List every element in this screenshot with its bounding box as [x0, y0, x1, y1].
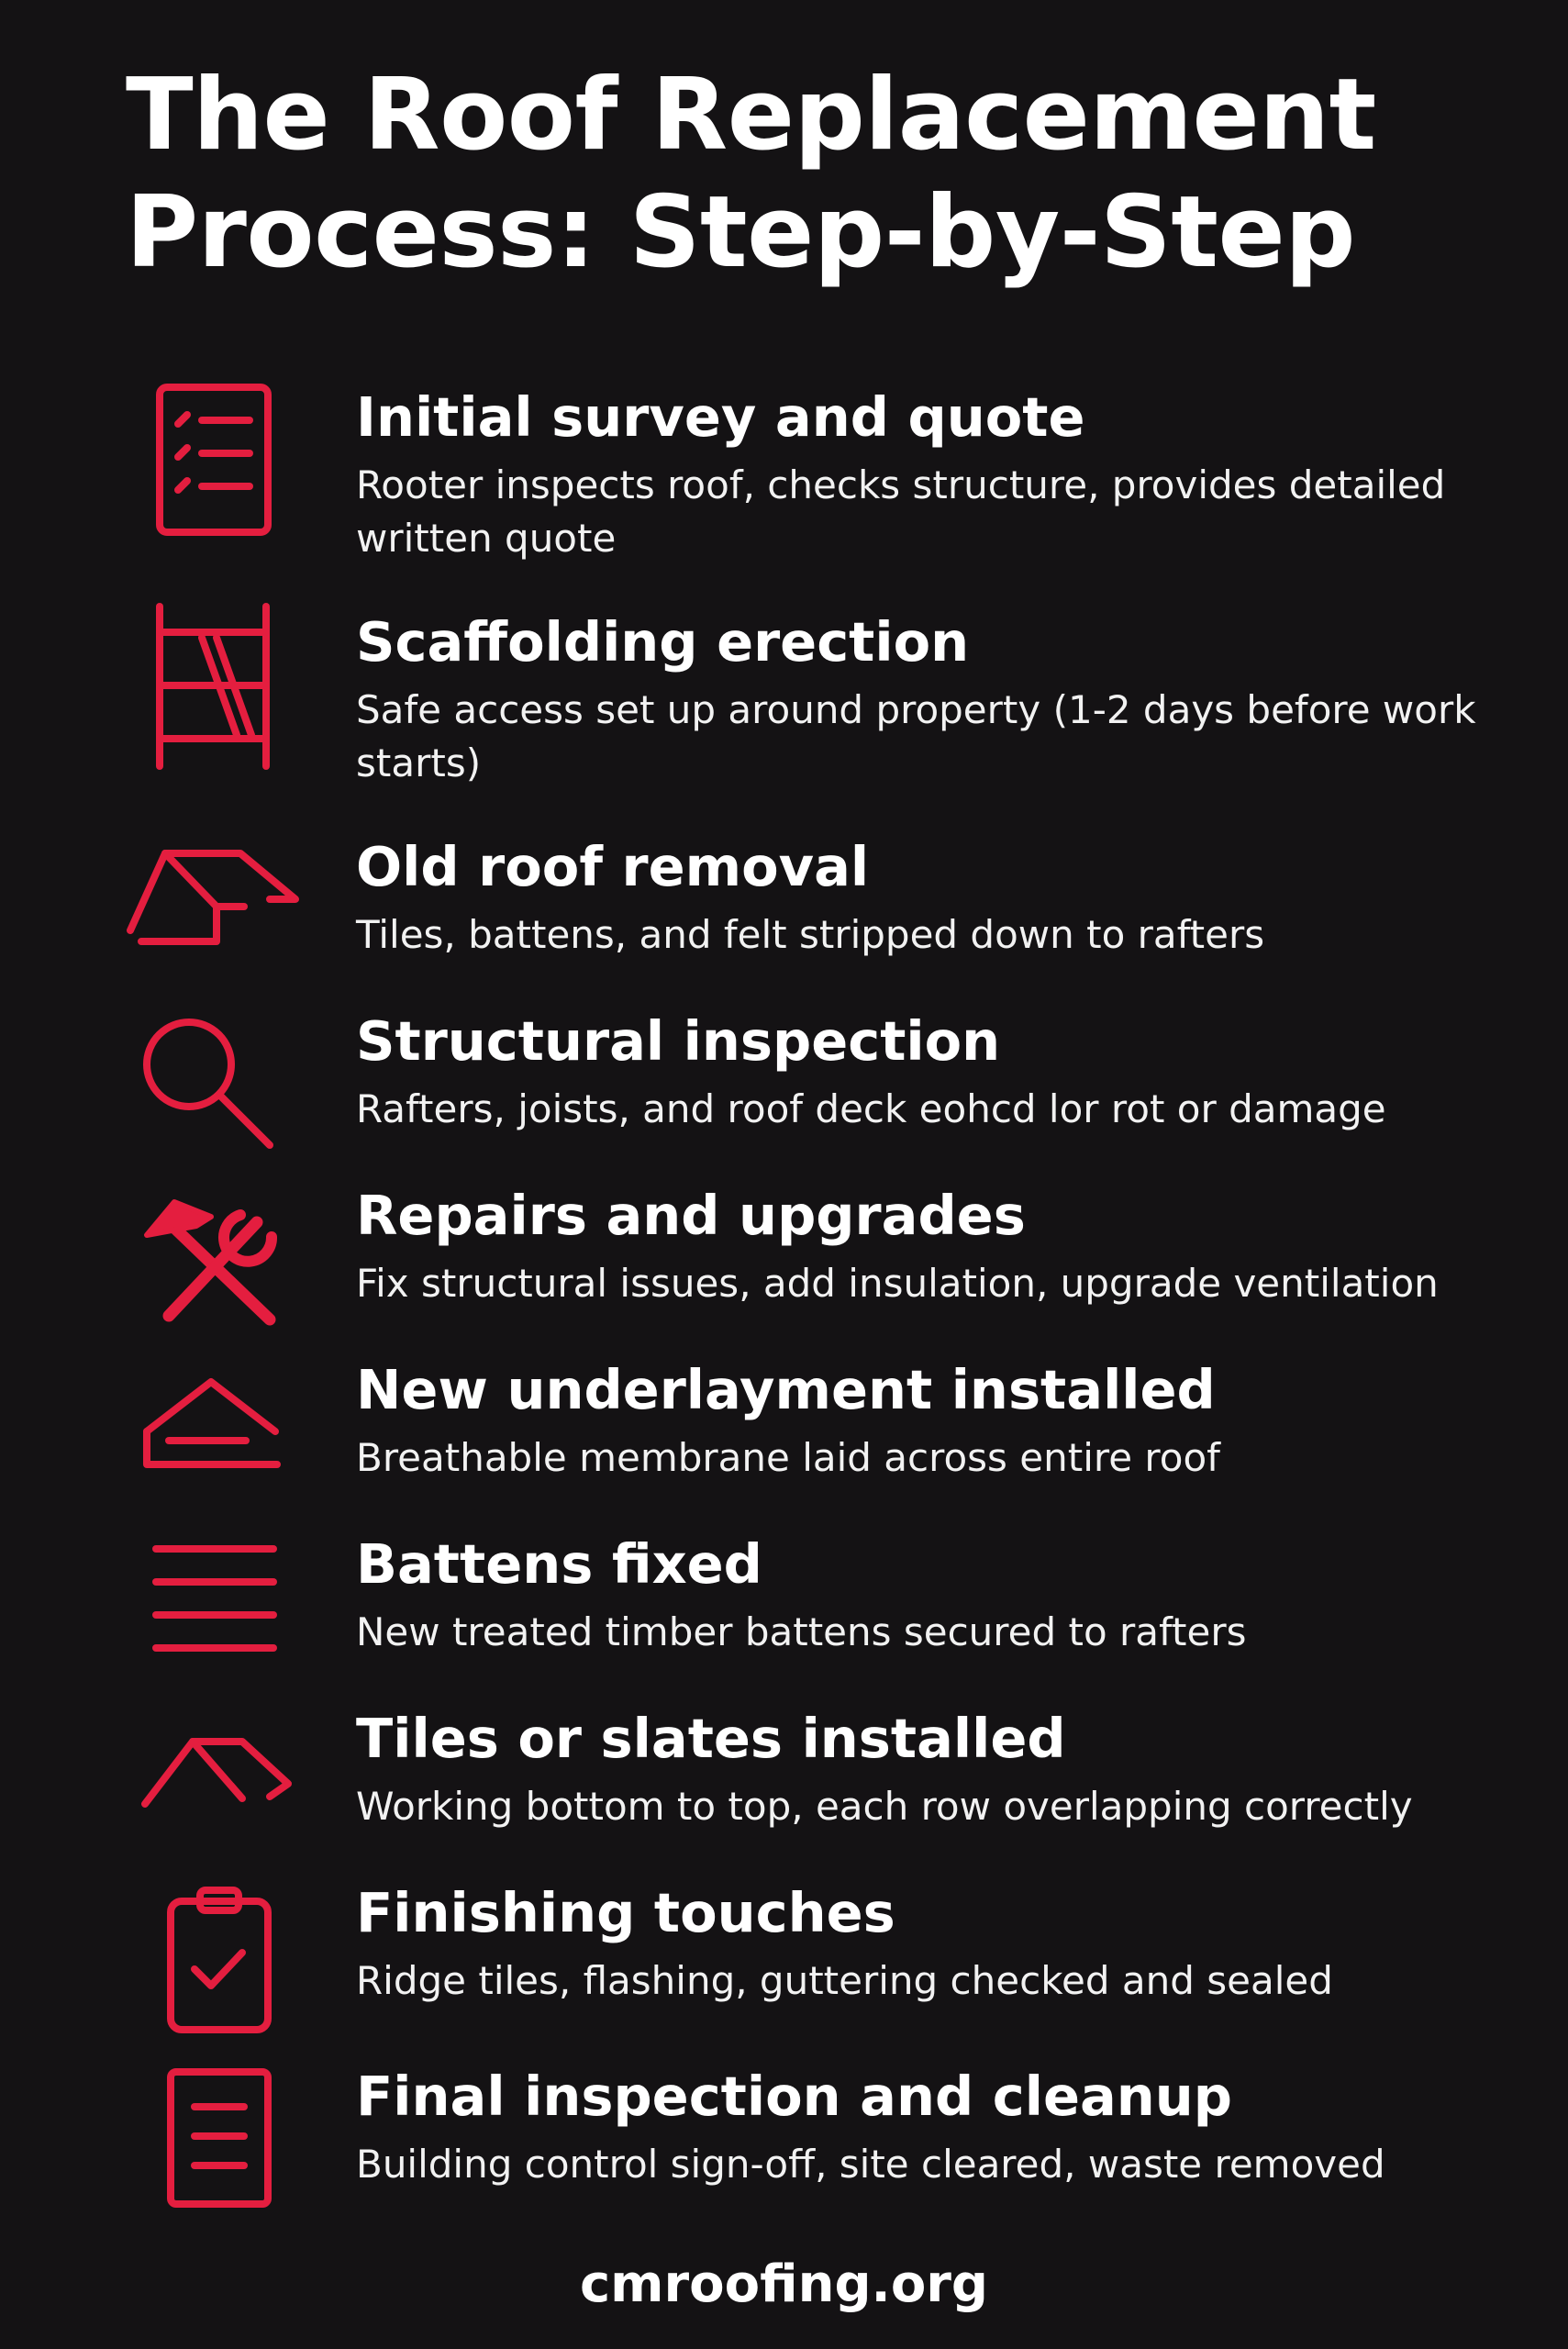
step-title: Structural inspection	[356, 1009, 1001, 1073]
step-description: Safe access set up around property (1-2 days before work starts)	[356, 687, 1476, 785]
step-description: Fix structural issues, add insulation, upgrade ventilation	[356, 1261, 1439, 1306]
step-description: Ridge tiles, flashing, guttering checked and sealed	[356, 1958, 1333, 2003]
checklist-icon	[116, 376, 308, 569]
step-description: Working bottom to top, each row overlapping correctly	[356, 1784, 1413, 1829]
step-title: Battens fixed	[356, 1532, 762, 1596]
step-title: Tiles or slates installed	[356, 1707, 1066, 1770]
title-line-2: Process: Step-by-Step	[126, 175, 1356, 290]
title-line-1: The Roof Replacement	[126, 58, 1376, 173]
footer-website: cmroofing.org	[579, 2254, 989, 2314]
scaffolding-icon	[116, 601, 308, 794]
step-title: New underlayment installed	[356, 1358, 1216, 1421]
clipboard-check-icon	[116, 1872, 308, 2065]
battens-lines-icon	[116, 1523, 308, 1716]
house-layers-icon	[116, 1349, 308, 1542]
step-title: Repairs and upgrades	[356, 1184, 1026, 1247]
step-title: Scaffolding erection	[356, 610, 970, 674]
step-description: Building control sign-off, site cleared, waste removed	[356, 2142, 1385, 2187]
roof-outline-icon	[116, 1698, 308, 1890]
step-title: Final inspection and cleanup	[356, 2065, 1233, 2128]
document-icon	[116, 2055, 308, 2248]
step-description: Rafters, joists, and roof deck eohcd lor rot or damage	[356, 1086, 1386, 1131]
step-title: Old roof removal	[356, 835, 870, 898]
step-description: New treated timber battens secured to rafters	[356, 1609, 1247, 1654]
step-description: Tiles, battens, and felt stripped down to rafters	[356, 912, 1265, 957]
step-description: Rooter inspects roof, checks structure, provides detailed written quote	[356, 462, 1446, 561]
step-title: Initial survey and quote	[356, 385, 1085, 449]
step-title: Finishing touches	[356, 1881, 895, 1944]
roof-removal-icon	[116, 826, 308, 1019]
hammer-wrench-icon	[116, 1174, 308, 1367]
step-description: Breathable membrane laid across entire roof	[356, 1435, 1220, 1480]
magnifying-glass-icon	[116, 1000, 308, 1193]
